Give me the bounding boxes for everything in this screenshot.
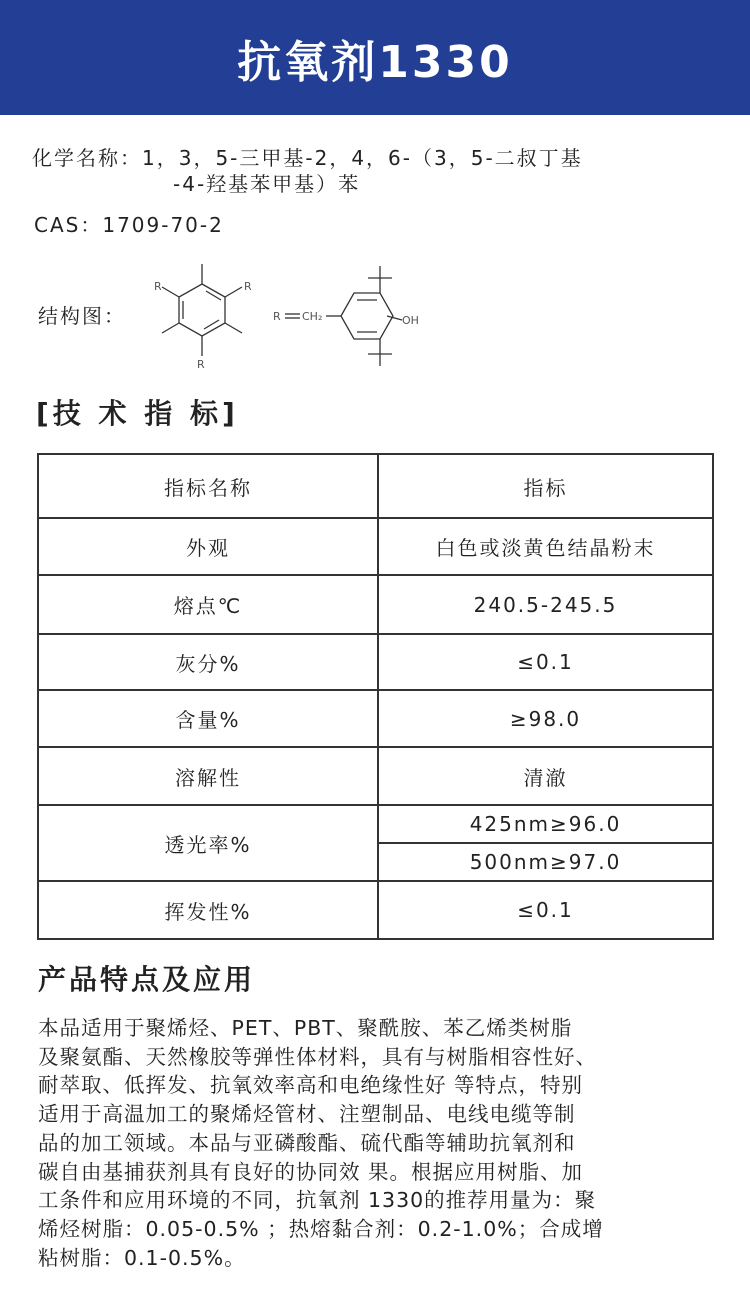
- application-line: 品的加工领域。本品与亚磷酸酯、硫代酯等辅助抗氧剂和: [38, 1130, 576, 1155]
- spec-name: 透光率%: [38, 805, 378, 881]
- r-group-top-right: R: [244, 280, 252, 293]
- spec-value: ≤0.1: [378, 634, 713, 690]
- chemical-name-line2: -4-羟基苯甲基）苯: [173, 172, 361, 196]
- r-group-top-left: R: [154, 280, 162, 293]
- application-line: 耐萃取、低挥发、抗氧效率高和电绝缘性好 等特点，特别: [38, 1073, 584, 1098]
- application-line: 碳自由基捕获剂具有良好的协同效 果。根据应用树脂、加: [38, 1159, 584, 1184]
- application-line: 本品适用于聚烯烃、PET、PBT、聚酰胺、苯乙烯类树脂: [38, 1016, 573, 1040]
- spec-value: 清澈: [378, 747, 713, 805]
- spec-name: 灰分%: [38, 634, 378, 690]
- structure-label: 结构图：: [38, 304, 126, 328]
- spec-value: 240.5-245.5: [378, 575, 713, 634]
- application-line: 适用于高温加工的聚烯烃管材、注塑制品、电线电缆等制: [38, 1102, 576, 1127]
- spec-value: 白色或淡黄色结晶粉末: [378, 518, 713, 575]
- tech-specs-heading: [技 术 指 标]: [36, 397, 239, 430]
- table-row: [38, 805, 713, 843]
- table-header-row: [38, 454, 713, 518]
- application-line: 工条件和应用环境的不同，抗氧剂 1330的推荐用量为：聚: [38, 1188, 597, 1213]
- table-row: [38, 634, 713, 690]
- table-row: [38, 747, 713, 805]
- spec-table: [37, 453, 714, 940]
- spec-name: 外观: [38, 518, 378, 575]
- spec-name: 含量%: [38, 690, 378, 747]
- cas-number: CAS：1709-70-2: [34, 213, 224, 237]
- spec-value: 500nm≥97.0: [378, 843, 713, 881]
- spec-name: 挥发性%: [38, 881, 378, 939]
- spec-value: ≥98.0: [378, 690, 713, 747]
- r-group-chain: R: [273, 310, 281, 323]
- page-title: 抗氧剂1330: [237, 36, 513, 88]
- r-group-bottom: R: [197, 358, 205, 371]
- benzene-ring-left: [179, 284, 225, 336]
- spec-value: ≤0.1: [378, 881, 713, 939]
- table-row: [38, 881, 713, 939]
- spec-value: 425nm≥96.0: [378, 805, 713, 843]
- application-body: [38, 1014, 738, 1272]
- header-name-cell: 指标名称: [38, 454, 378, 518]
- table-row: [38, 690, 713, 747]
- application-heading: 产品特点及应用: [38, 963, 256, 996]
- header-value-cell: 指标: [378, 454, 713, 518]
- application-line: 烯烃树脂：0.05-0.5% ；热熔黏合剂：0.2-1.0%；合成增: [38, 1216, 604, 1241]
- spec-name: 熔点℃: [38, 575, 378, 634]
- structure-diagram: [140, 250, 440, 380]
- title-banner: [0, 0, 750, 115]
- ch2-label: CH₂: [302, 310, 323, 323]
- application-line: 粘树脂：0.1-0.5%。: [38, 1245, 246, 1270]
- spec-name: 溶解性: [38, 747, 378, 805]
- oh-label: OH: [402, 314, 419, 327]
- application-line: 及聚氨酯、天然橡胶等弹性体材料，具有与树脂相容性好、: [38, 1044, 597, 1069]
- chemical-name-line1: 化学名称：1，3，5-三甲基-2，4，6-（3，5-二叔丁基: [32, 146, 583, 170]
- table-row: [38, 575, 713, 634]
- table-row: [38, 518, 713, 575]
